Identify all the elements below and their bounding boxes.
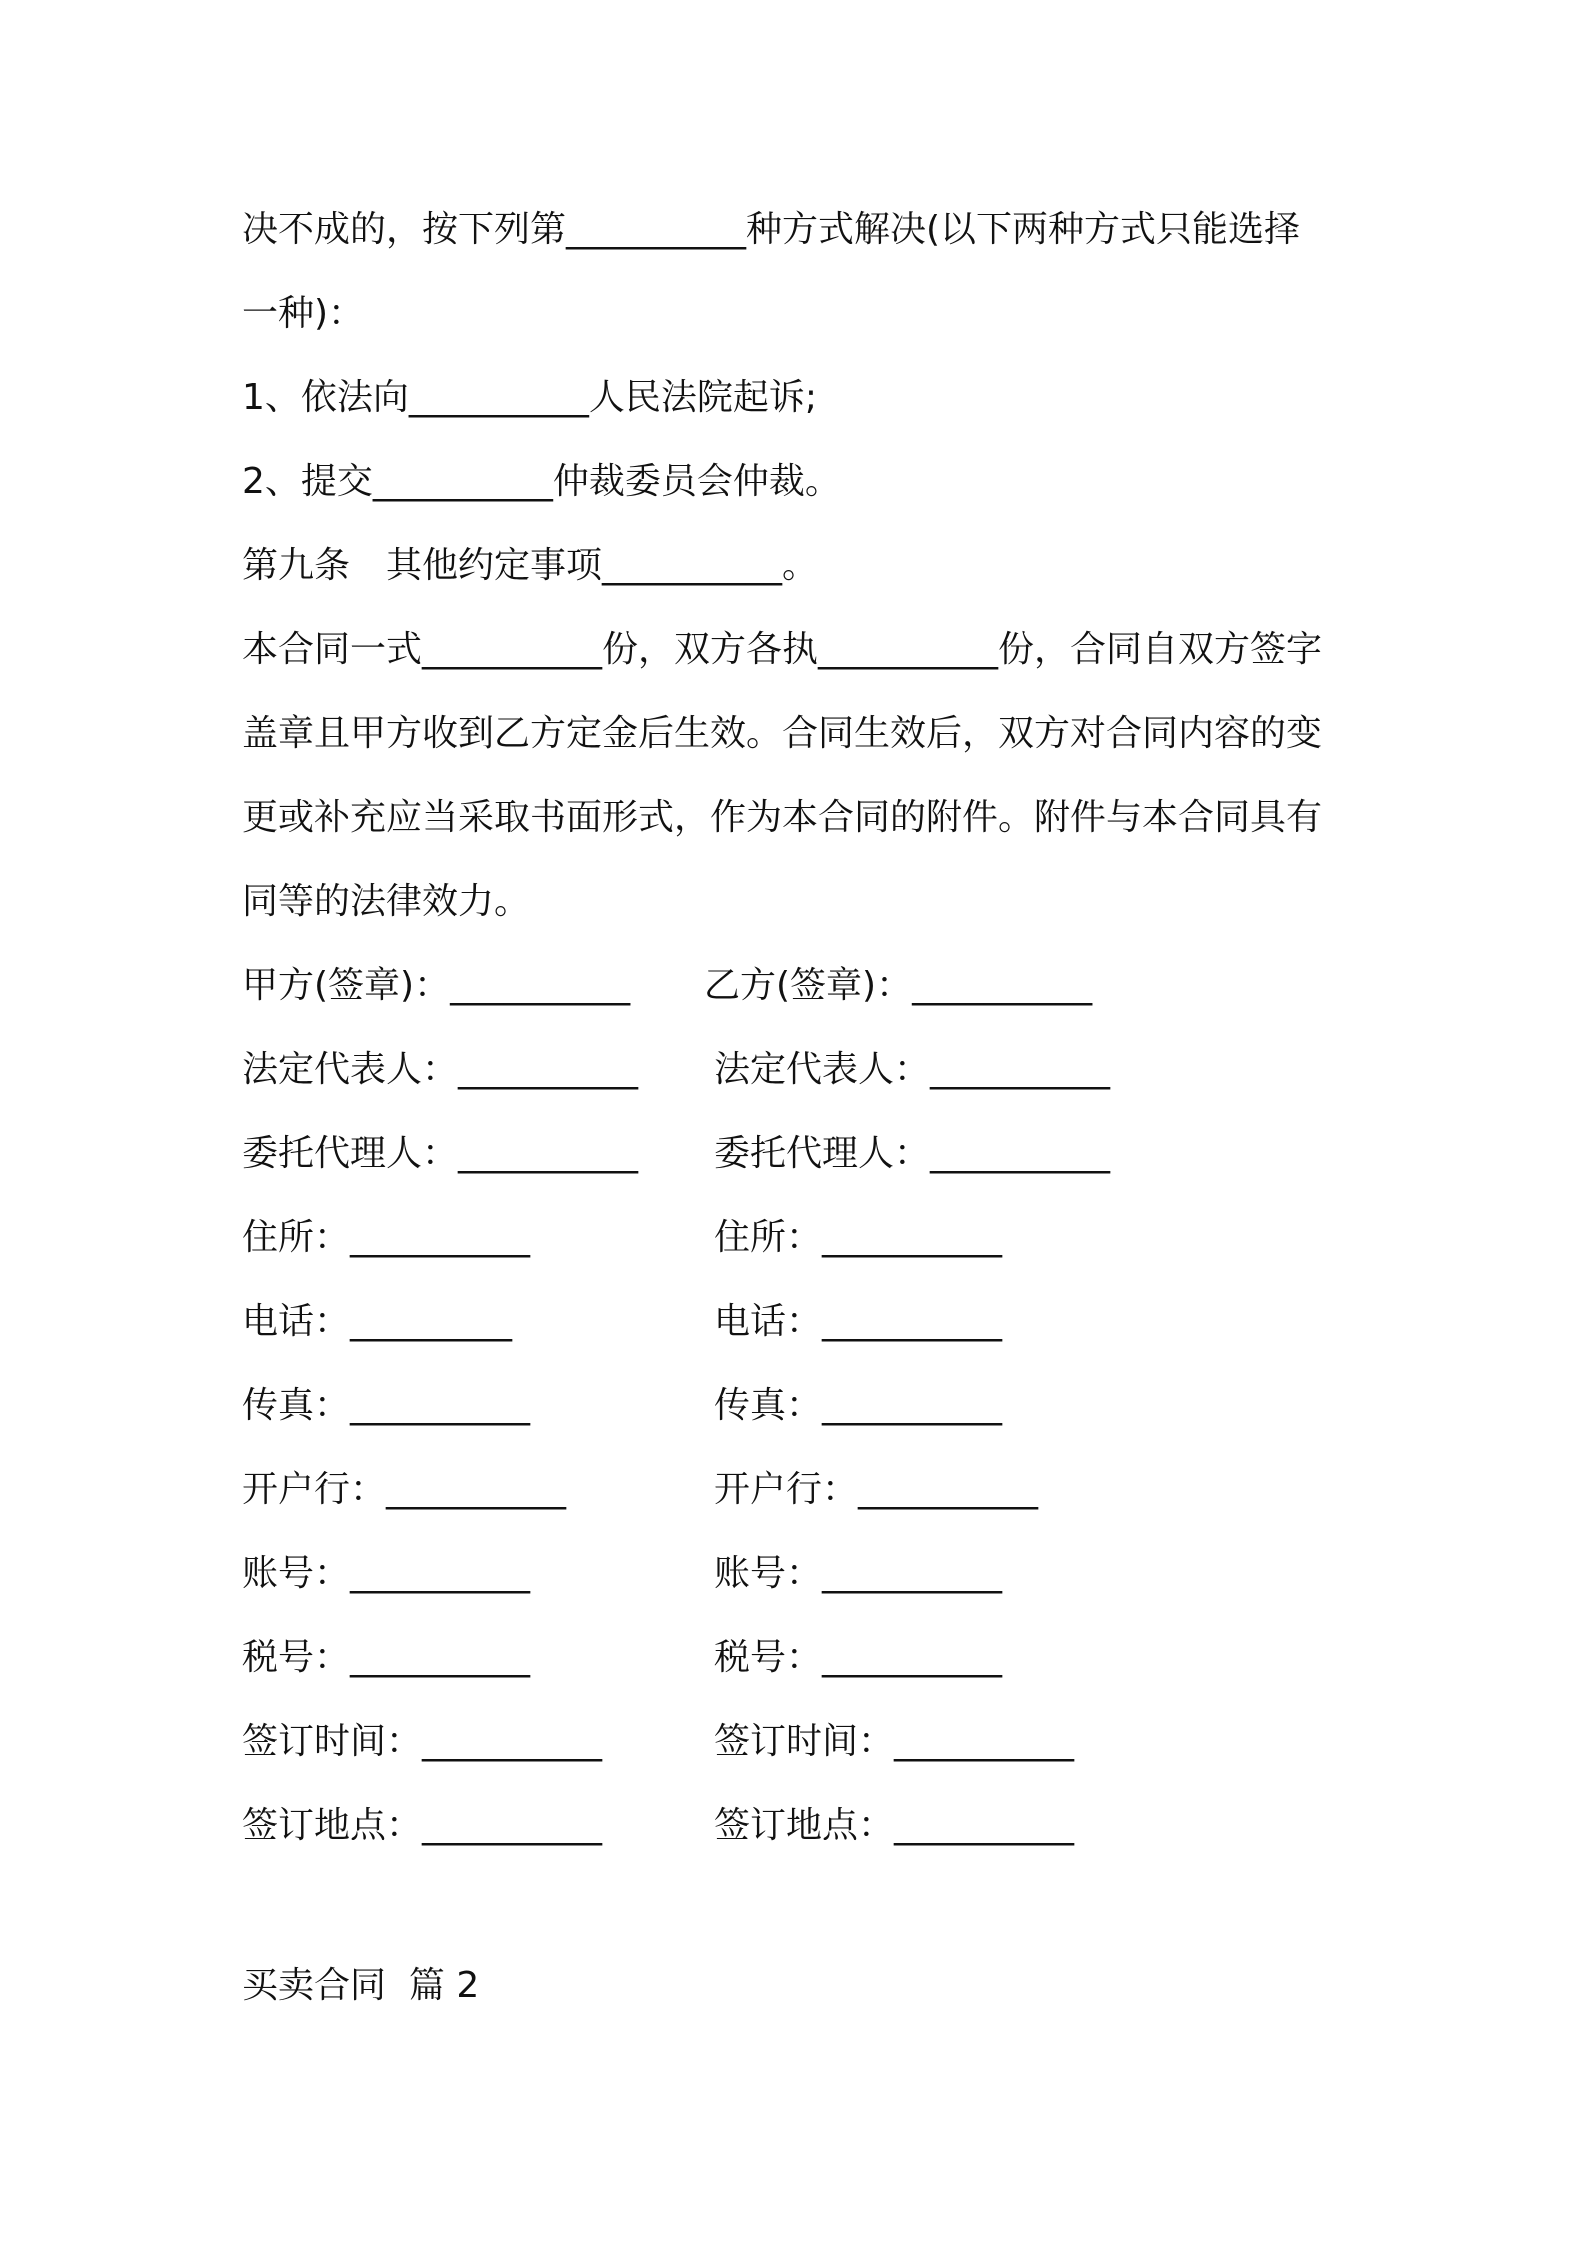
party-a-agent: 委托代理人：__________ xyxy=(242,1133,639,1174)
signature-row-tax-id xyxy=(242,1636,1342,1680)
party-a-phone: 电话：_________ xyxy=(242,1301,513,1342)
paragraph-line: 决不成的，按下列第__________种方式解决(以下两种方式只能选择 xyxy=(242,209,1301,250)
party-b-agent: 委托代理人：__________ xyxy=(714,1133,1111,1174)
clause-item-2: 2、提交__________仲裁委员会仲裁。 xyxy=(242,461,841,502)
party-b-tax-id: 税号：__________ xyxy=(714,1637,1003,1678)
party-b-phone: 电话：__________ xyxy=(714,1301,1003,1342)
signature-row-sign-date xyxy=(242,1720,1342,1764)
party-b-legal-rep: 法定代表人：__________ xyxy=(714,1049,1111,1090)
signature-row-phone xyxy=(242,1300,1342,1344)
signature-row-legal-rep xyxy=(242,1048,1342,1092)
paragraph-line: 盖章且甲方收到乙方定金后生效。合同生效后，双方对合同内容的变 xyxy=(242,713,1323,754)
party-a-address: 住所：__________ xyxy=(242,1217,531,1258)
party-a-fax: 传真：__________ xyxy=(242,1385,531,1426)
party-b-sign-date: 签订时间：__________ xyxy=(714,1721,1075,1762)
party-b-bank: 开户行：__________ xyxy=(714,1469,1039,1510)
party-b-address: 住所：__________ xyxy=(714,1217,1003,1258)
paragraph-line: 一种)： xyxy=(242,293,365,334)
signature-row-account xyxy=(242,1552,1342,1596)
signature-row-address xyxy=(242,1216,1342,1260)
clause-item-1: 1、依法向__________人民法院起诉; xyxy=(242,377,818,418)
party-a-account: 账号：__________ xyxy=(242,1553,531,1594)
article-nine: 第九条 其他约定事项__________。 xyxy=(242,545,819,586)
party-b-account: 账号：__________ xyxy=(714,1553,1003,1594)
signature-row-bank xyxy=(242,1468,1342,1512)
party-b-sign-place: 签订地点：__________ xyxy=(714,1805,1075,1846)
party-b-signature: 乙方(签章)：__________ xyxy=(704,965,1093,1006)
party-a-signature: 甲方(签章)：__________ xyxy=(242,965,631,1006)
signature-row-sign-place xyxy=(242,1804,1342,1848)
section-title: 买卖合同 篇 2 xyxy=(242,1965,480,2006)
paragraph-line: 同等的法律效力。 xyxy=(242,881,531,922)
party-a-bank: 开户行：__________ xyxy=(242,1469,567,1510)
signature-row-agent xyxy=(242,1132,1342,1176)
paragraph-line: 更或补充应当采取书面形式，作为本合同的附件。附件与本合同具有 xyxy=(242,797,1323,838)
signature-row-fax xyxy=(242,1384,1342,1428)
signature-row-party xyxy=(242,964,1342,1008)
paragraph-line: 本合同一式__________份，双方各执__________份，合同自双方签字 xyxy=(242,629,1323,670)
party-a-sign-place: 签订地点：__________ xyxy=(242,1805,603,1846)
party-a-legal-rep: 法定代表人：__________ xyxy=(242,1049,639,1090)
party-a-sign-date: 签订时间：__________ xyxy=(242,1721,603,1762)
party-a-tax-id: 税号：__________ xyxy=(242,1637,531,1678)
party-b-fax: 传真：__________ xyxy=(714,1385,1003,1426)
